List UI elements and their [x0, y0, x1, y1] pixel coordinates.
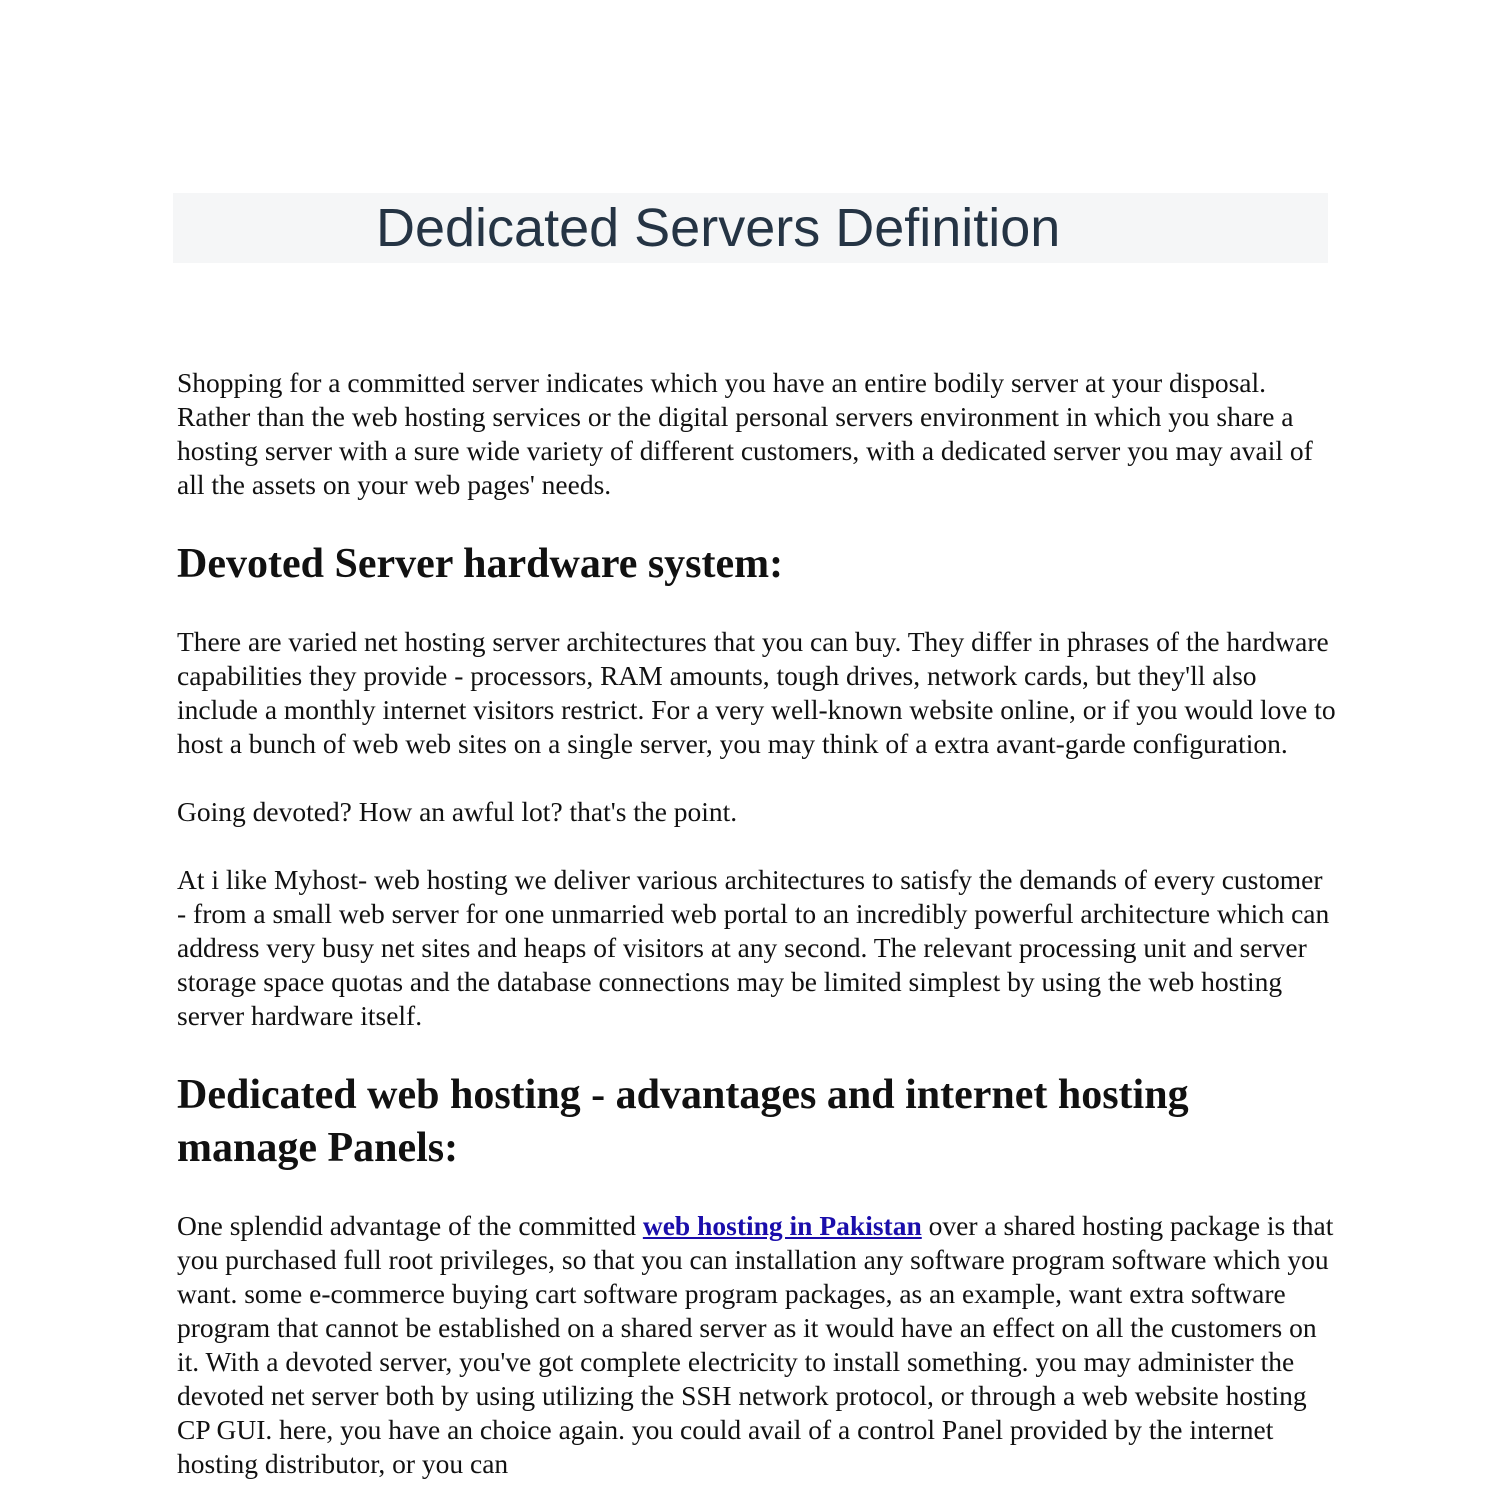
heading-advantages: Dedicated web hosting - advantages and internet hosting manage Panels: [177, 1072, 1189, 1171]
page-title: Dedicated Servers Definition [376, 198, 1061, 258]
web-hosting-pakistan-link[interactable]: web hosting in Pakistan [642, 1210, 922, 1241]
heading-hardware: Devoted Server hardware system: [177, 541, 784, 587]
paragraph-advantage [177, 1209, 1337, 1481]
advantage-text-before: One splendid advantage of the committed [177, 1210, 643, 1241]
paragraph-devoted-question: Going devoted? How an awful lot? that's the point. [177, 796, 738, 827]
paragraph-myhost: At i like Myhost- web hosting we deliver various architectures to satisfy the demands of every customer - from a small web server for one unmarried web portal to an incredibly powerful architecture which can address very busy net sites and heaps of visitors at any second. The relevant processing unit and server storage space quotas and the database connections may be limited simplest by using the web hosting server hardware itself. [177, 864, 1330, 1031]
advantage-text-after: over a shared hosting package is that you purchased full root privileges, so that you can installation any software program software which you want. some e-commerce buying cart software program packages, as an example, want extra software program that cannot be established on a shared server as it would have an effect on all the customers on it. With a devoted server, you've got complete electricity to install something. you may administer the devoted net server both by using utilizing the SSH network protocol, or through a web website hosting CP GUI. here, you have an choice again. you could avail of a control Panel provided by the internet hosting distributor, or you can [177, 1210, 1334, 1479]
article-body [177, 366, 1337, 1481]
paragraph-hardware: There are varied net hosting server architectures that you can buy. They differ in phrases of the hardware capabilities they provide - processors, RAM amounts, tough drives, network cards, but they'll also include a monthly internet visitors restrict. For a very well-known website online, or if you would love to host a bunch of web web sites on a single server, you may think of a extra avant-garde configuration. [177, 626, 1336, 759]
paragraph-intro: Shopping for a committed server indicates which you have an entire bodily server at your disposal. Rather than the web hosting services or the digital personal servers environment in which you share a hosting server with a sure wide variety of different customers, with a dedicated server you may avail of all the assets on your web pages' needs. [177, 367, 1313, 500]
